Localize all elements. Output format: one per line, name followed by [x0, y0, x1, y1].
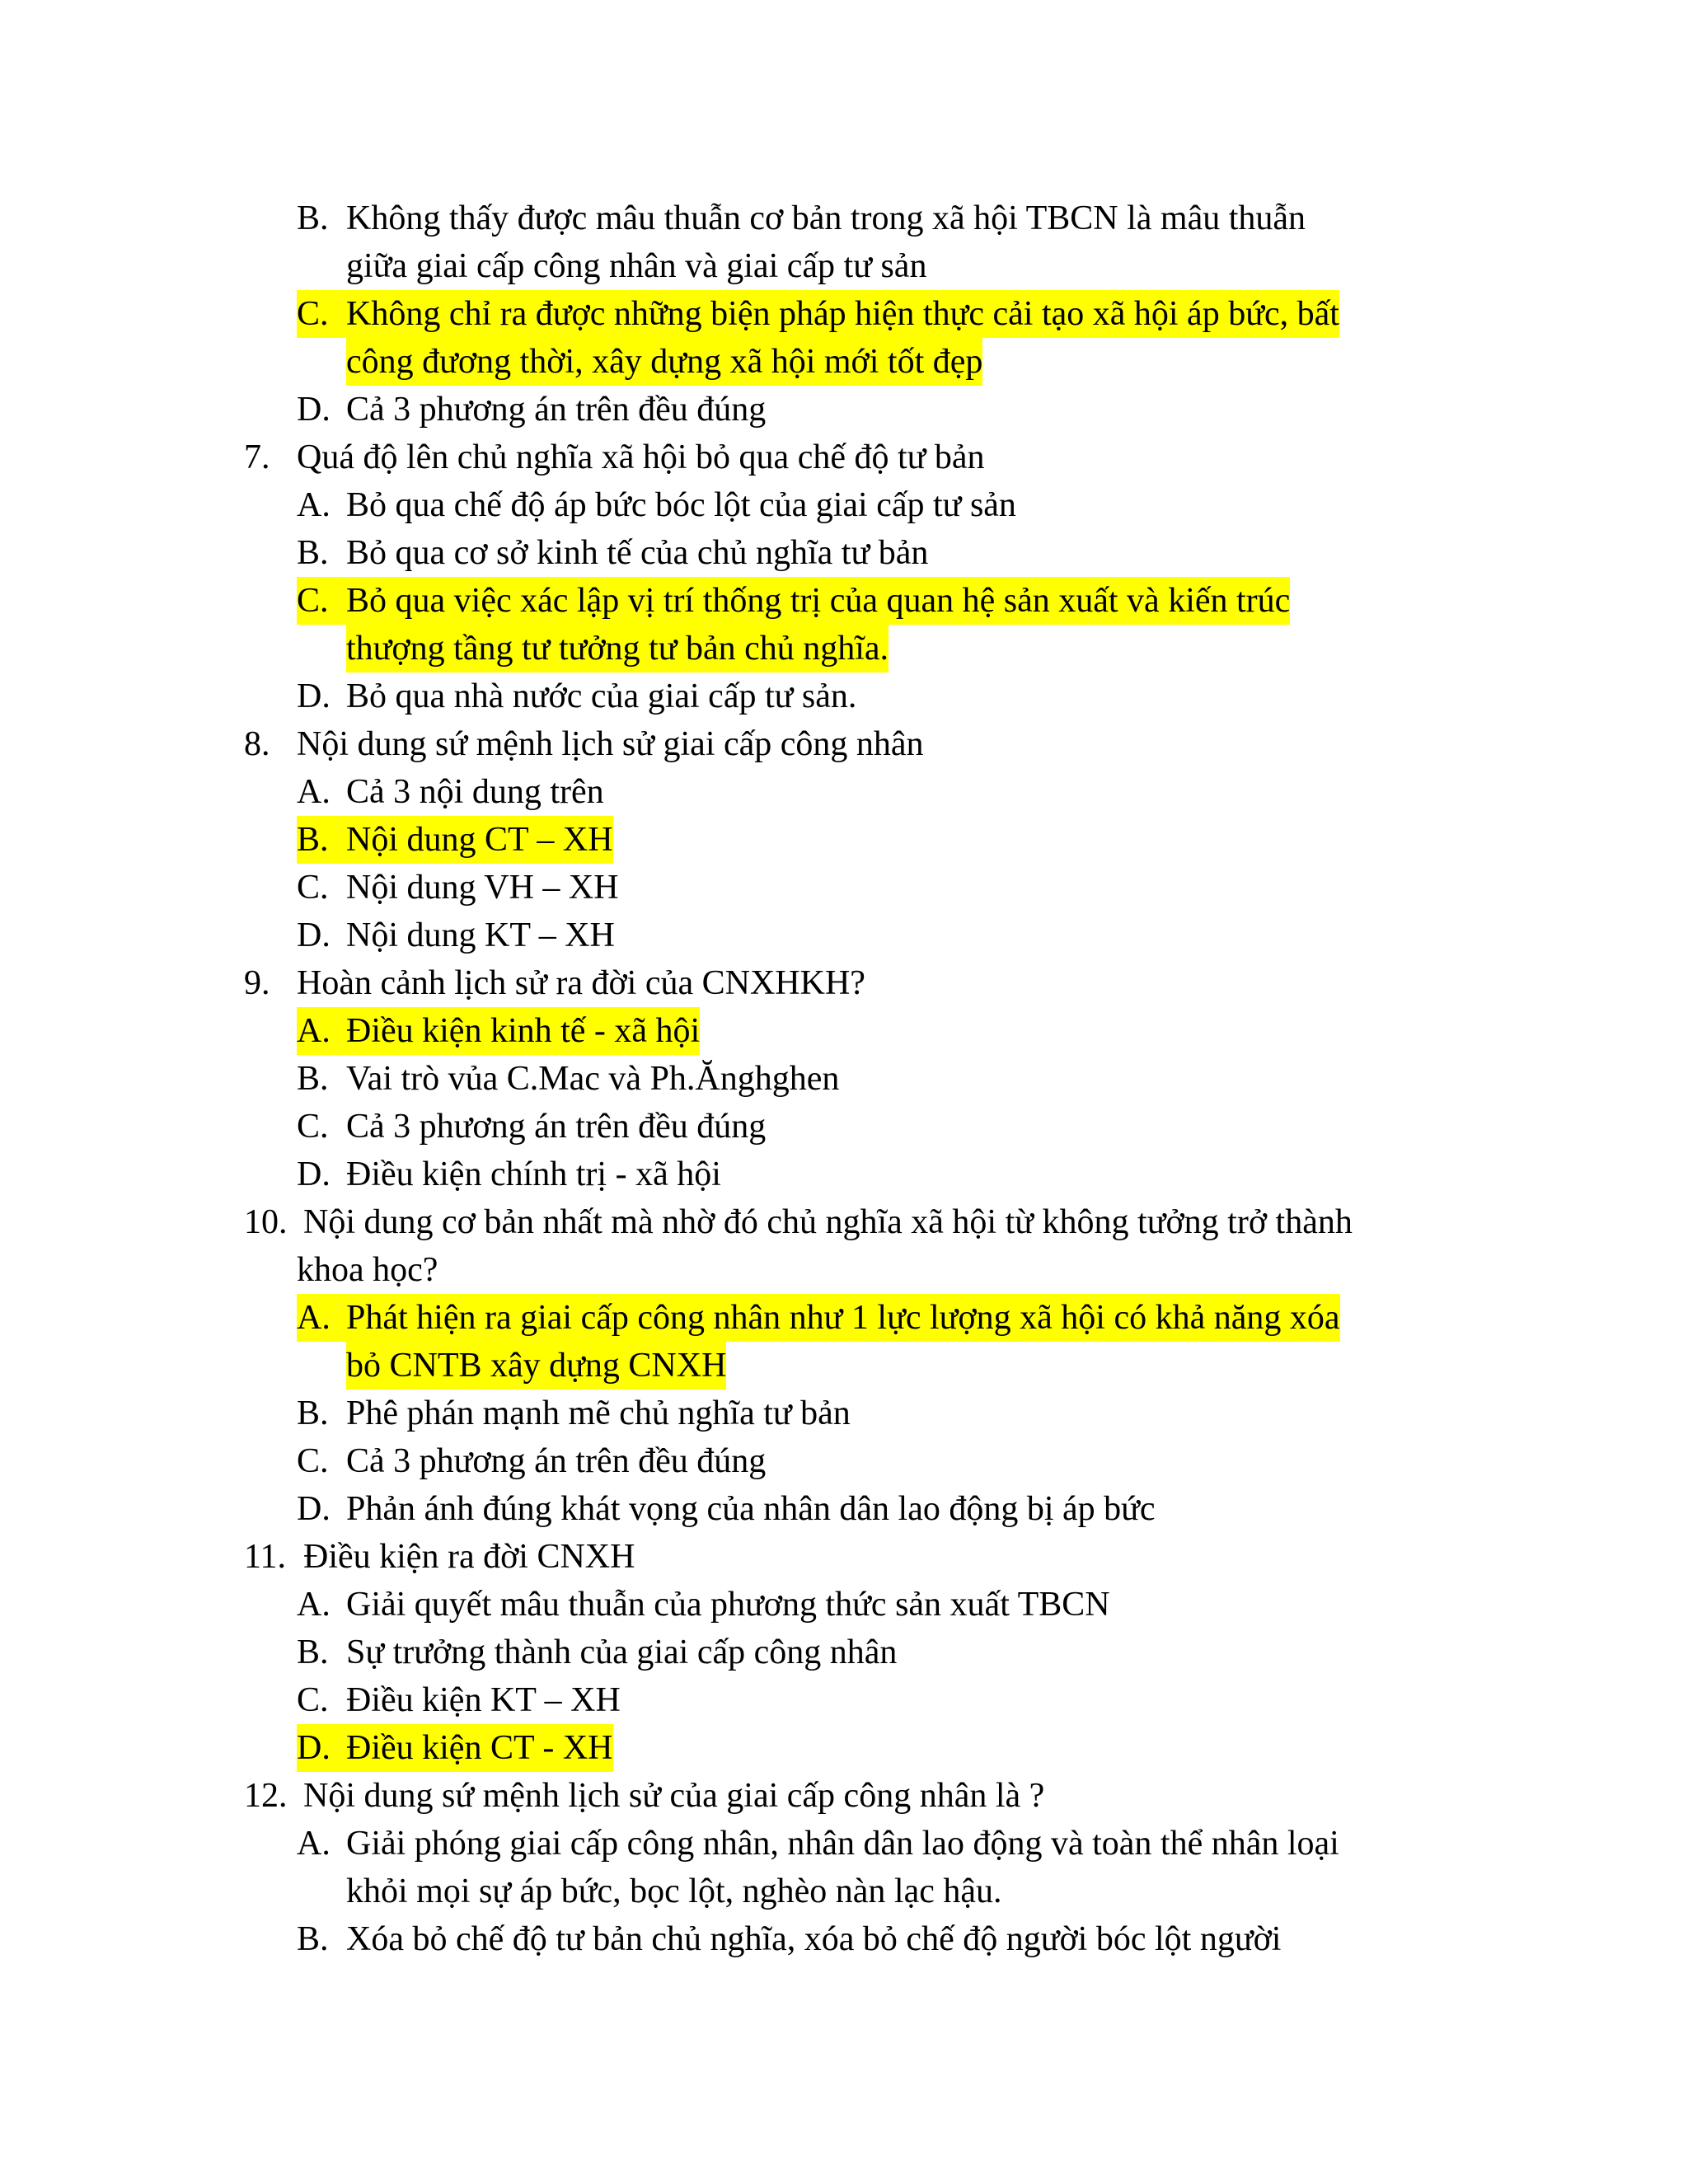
- question-11: [244, 1533, 1497, 1581]
- option-letter: D.: [297, 1490, 331, 1528]
- option-letter: B.: [297, 534, 329, 572]
- option-text: Không thấy được mâu thuẫn cơ bản trong xã hội TBCN là mâu thuẫn: [346, 199, 1306, 237]
- option-letter: D.: [297, 1155, 331, 1193]
- option-letter: D.: [297, 677, 331, 715]
- option-letter: A.: [297, 1586, 331, 1624]
- option-line: [244, 1437, 1497, 1485]
- option-text: Bỏ qua cơ sở kinh tế của chủ nghĩa tư bản: [346, 534, 929, 572]
- option-line: [244, 1103, 1497, 1151]
- option-text: Cả 3 nội dung trên: [346, 773, 604, 811]
- option-letter: D.: [297, 1724, 349, 1772]
- option-text: Nội dung VH – XH: [346, 869, 619, 907]
- highlighted-answer-continuation: [244, 338, 1497, 386]
- option-letter: A.: [297, 1007, 349, 1055]
- option-text: Điều kiện CT - XH: [346, 1724, 613, 1772]
- option-text: khỏi mọi sự áp bức, bọc lột, nghèo nàn lạc hậu.: [346, 1872, 1002, 1910]
- question-text: khoa học?: [297, 1251, 438, 1289]
- option-letter: C.: [297, 1681, 329, 1719]
- option-line: [244, 1055, 1497, 1103]
- option-text: Bỏ qua chế độ áp bức bóc lột của giai cấp tư sản: [346, 486, 1016, 524]
- option-letter: C.: [297, 1108, 329, 1146]
- option-letter: C.: [297, 1442, 329, 1480]
- option-continuation: [244, 242, 1497, 290]
- option-line: [244, 1151, 1497, 1198]
- option-letter: D.: [297, 916, 331, 954]
- option-letter: B.: [297, 1633, 329, 1671]
- question-9: [244, 959, 1497, 1007]
- option-text: Điều kiện KT – XH: [346, 1681, 621, 1719]
- option-line: [244, 1581, 1497, 1629]
- question-number: 7.: [244, 438, 270, 476]
- option-letter: D.: [297, 391, 331, 429]
- question-7: [244, 434, 1497, 481]
- option-text: giữa giai cấp công nhân và giai cấp tư sản: [346, 247, 927, 285]
- option-letter: C.: [297, 869, 329, 907]
- question-number: 12.: [244, 1777, 288, 1815]
- question-10: [244, 1198, 1497, 1246]
- highlighted-answer-continuation: [244, 1342, 1497, 1390]
- option-text: Điều kiện kinh tế - xã hội: [346, 1007, 700, 1055]
- option-line: [244, 1915, 1497, 1963]
- option-text: Cả 3 phương án trên đều đúng: [346, 1442, 767, 1480]
- option-text: Nội dung KT – XH: [346, 916, 615, 954]
- option-text: Sự trưởng thành của giai cấp công nhân: [346, 1633, 898, 1671]
- question-text: Nội dung sứ mệnh lịch sử giai cấp công nhân: [297, 725, 924, 763]
- highlighted-answer-line: [244, 577, 1497, 625]
- question-text: Quá độ lên chủ nghĩa xã hội bỏ qua chế độ tư bản: [297, 438, 985, 476]
- option-line: [244, 1820, 1497, 1868]
- option-text: Nội dung CT – XH: [346, 816, 613, 864]
- quiz-content: [244, 194, 1497, 1963]
- option-text: Phát hiện ra giai cấp công nhân như 1 lực lượng xã hội có khả năng xóa: [346, 1294, 1340, 1342]
- option-line: [244, 1676, 1497, 1724]
- option-letter: B.: [297, 816, 347, 864]
- option-line: [244, 768, 1497, 816]
- option-text: Bỏ qua việc xác lập vị trí thống trị của quan hệ sản xuất và kiến trúc: [346, 577, 1290, 625]
- option-text: thượng tầng tư tưởng tư bản chủ nghĩa.: [346, 625, 889, 673]
- option-line: [244, 1390, 1497, 1437]
- option-text: bỏ CNTB xây dựng CNXH: [346, 1342, 726, 1390]
- highlighted-answer-line: [244, 816, 1497, 864]
- option-line: [244, 1485, 1497, 1533]
- option-text: Điều kiện chính trị - xã hội: [346, 1155, 721, 1193]
- option-text: Xóa bỏ chế độ tư bản chủ nghĩa, xóa bỏ chế độ người bóc lột người: [346, 1920, 1282, 1958]
- option-line: [244, 673, 1497, 720]
- question-number: 9.: [244, 964, 270, 1002]
- question-text: Điều kiện ra đời CNXH: [303, 1538, 635, 1576]
- highlighted-answer-line: [244, 1007, 1497, 1055]
- option-letter: A.: [297, 486, 331, 524]
- question-12: [244, 1772, 1497, 1820]
- option-text: Không chỉ ra được những biện pháp hiện thực cải tạo xã hội áp bức, bất: [346, 290, 1339, 338]
- option-line: [244, 386, 1497, 434]
- option-text: Bỏ qua nhà nước của giai cấp tư sản.: [346, 677, 857, 715]
- question-8: [244, 720, 1497, 768]
- option-text: Phản ánh đúng khát vọng của nhân dân lao động bị áp bức: [346, 1490, 1156, 1528]
- question-text: Nội dung cơ bản nhất mà nhờ đó chủ nghĩa xã hội từ không tưởng trở thành: [303, 1203, 1353, 1241]
- option-line: [244, 481, 1497, 529]
- question-number: 8.: [244, 725, 270, 763]
- option-text: Phê phán mạnh mẽ chủ nghĩa tư bản: [346, 1394, 851, 1432]
- option-text: Giải quyết mâu thuẫn của phương thức sản xuất TBCN: [346, 1586, 1110, 1624]
- option-letter: C.: [297, 290, 347, 338]
- question-number: 11.: [244, 1538, 286, 1576]
- highlighted-answer-continuation: [244, 625, 1497, 673]
- option-letter: A.: [297, 1825, 331, 1863]
- highlighted-answer-line: [244, 290, 1497, 338]
- option-letter: B.: [297, 1060, 329, 1098]
- highlighted-answer-line: [244, 1294, 1497, 1342]
- option-line: [244, 912, 1497, 959]
- option-text: Cả 3 phương án trên đều đúng: [346, 1108, 767, 1146]
- option-text: công đương thời, xây dựng xã hội mới tốt đẹp: [346, 338, 982, 386]
- option-text: Cả 3 phương án trên đều đúng: [346, 391, 767, 429]
- question-text: Nội dung sứ mệnh lịch sử của giai cấp công nhân là ?: [303, 1777, 1045, 1815]
- option-text: Vai trò vủa C.Mac và Ph.Ănghghen: [346, 1060, 840, 1098]
- option-line: [244, 194, 1497, 242]
- option-letter: B.: [297, 199, 329, 237]
- option-continuation: [244, 1868, 1497, 1915]
- question-continuation: [244, 1246, 1497, 1294]
- option-letter: B.: [297, 1920, 329, 1958]
- question-text: Hoàn cảnh lịch sử ra đời của CNXHKH?: [297, 964, 865, 1002]
- option-letter: A.: [297, 1294, 349, 1342]
- option-letter: B.: [297, 1394, 329, 1432]
- option-line: [244, 864, 1497, 912]
- option-line: [244, 1629, 1497, 1676]
- option-letter: A.: [297, 773, 331, 811]
- question-number: 10.: [244, 1203, 288, 1241]
- option-letter: C.: [297, 577, 347, 625]
- highlighted-answer-line: [244, 1724, 1497, 1772]
- option-line: [244, 529, 1497, 577]
- option-text: Giải phóng giai cấp công nhân, nhân dân lao động và toàn thể nhân loại: [346, 1825, 1339, 1863]
